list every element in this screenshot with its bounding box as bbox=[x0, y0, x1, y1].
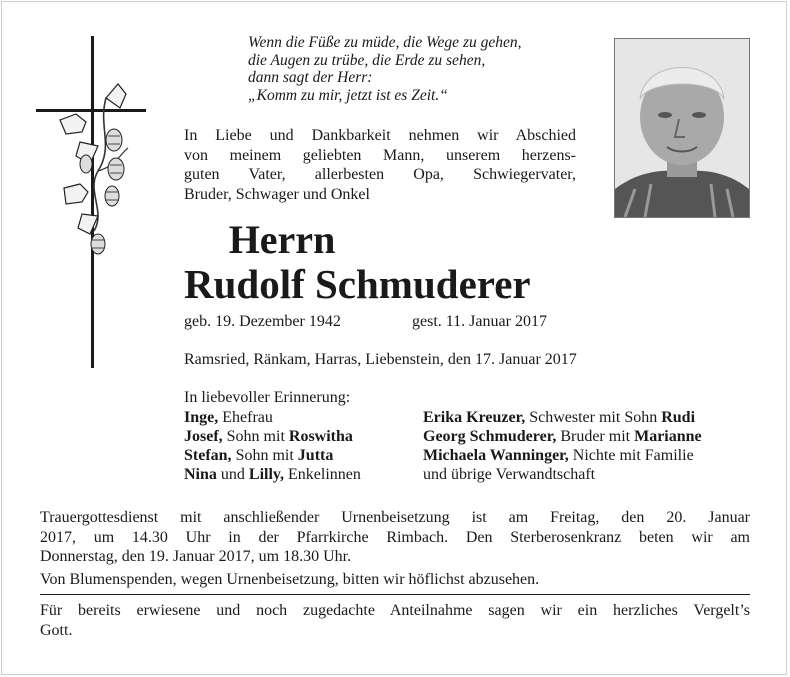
intro-line: von meinem geliebten Mann, unserem herzens- bbox=[184, 146, 576, 164]
poem-line: Wenn die Füße zu müde, die Wege zu gehen, bbox=[248, 34, 522, 51]
intro-text bbox=[184, 126, 576, 204]
divider bbox=[40, 594, 750, 595]
family-left bbox=[184, 408, 361, 484]
intro-line: Bruder, Schwager und Onkel bbox=[184, 185, 370, 203]
service-line: 2017, um 14.30 Uhr in der Pfarrkirche Rimbach. Den Sterberosenkranz beten wir am bbox=[40, 528, 750, 546]
intro-line: guten Vater, allerbesten Opa, Schwiegervater, bbox=[184, 166, 576, 183]
poem bbox=[248, 34, 588, 104]
poem-line: die Augen zu trübe, die Erde zu sehen, bbox=[248, 51, 486, 69]
salutation: Herrn bbox=[228, 217, 336, 262]
family-entry: Michaela Wanninger, Nichte mit Familie bbox=[423, 447, 694, 464]
intro-line: In Liebe und Dankbarkeit nehmen wir Abschied bbox=[184, 127, 576, 144]
flowers-note: Von Blumenspenden, wegen Urnenbeisetzung, bitten wir höflichst abzusehen. bbox=[40, 571, 540, 588]
portrait-photo bbox=[614, 38, 750, 218]
portrait-image bbox=[615, 39, 749, 217]
service-line: Trauergottesdienst mit anschließender Urnenbeisetzung ist am Freitag, den 20. Januar bbox=[40, 509, 750, 526]
family-entry: Nina und Lilly, Enkelinnen bbox=[184, 466, 361, 483]
family-entry: und übrige Verwandtschaft bbox=[423, 466, 596, 483]
service-info bbox=[40, 508, 750, 567]
family-entry: Erika Kreuzer, Schwester mit Sohn Rudi bbox=[423, 409, 696, 426]
poem-line: „Komm zu mir, jetzt ist es Zeit.“ bbox=[248, 86, 448, 104]
cross-with-hops-icon bbox=[36, 36, 156, 372]
poem-line: dann sagt der Herr: bbox=[248, 69, 373, 86]
family-entry: Georg Schmuderer, Bruder mit Marianne bbox=[423, 428, 702, 445]
family-entry: Inge, Ehefrau bbox=[184, 409, 273, 426]
death-date: gest. 11. Januar 2017 bbox=[412, 313, 547, 330]
thanks-line: Gott. bbox=[40, 621, 73, 639]
place-and-date: Ramsried, Ränkam, Harras, Liebenstein, den 17. Januar 2017 bbox=[184, 351, 577, 368]
thanks-note bbox=[40, 601, 750, 640]
family-entry: Josef, Sohn mit Roswitha bbox=[184, 428, 353, 445]
thanks-line: Für bereits erwiesene und noch zugedachte Anteilnahme sagen wir ein herzliches Vergelt’s bbox=[40, 602, 750, 619]
family-entry: Stefan, Sohn mit Jutta bbox=[184, 447, 334, 464]
service-line: Donnerstag, den 19. Januar 2017, um 18.30 Uhr. bbox=[40, 548, 352, 565]
birth-date: geb. 19. Dezember 1942 bbox=[184, 313, 341, 330]
memory-heading: In liebevoller Erinnerung: bbox=[184, 389, 351, 406]
family-right bbox=[423, 408, 702, 484]
deceased-name: Rudolf Schmuderer bbox=[184, 261, 531, 307]
